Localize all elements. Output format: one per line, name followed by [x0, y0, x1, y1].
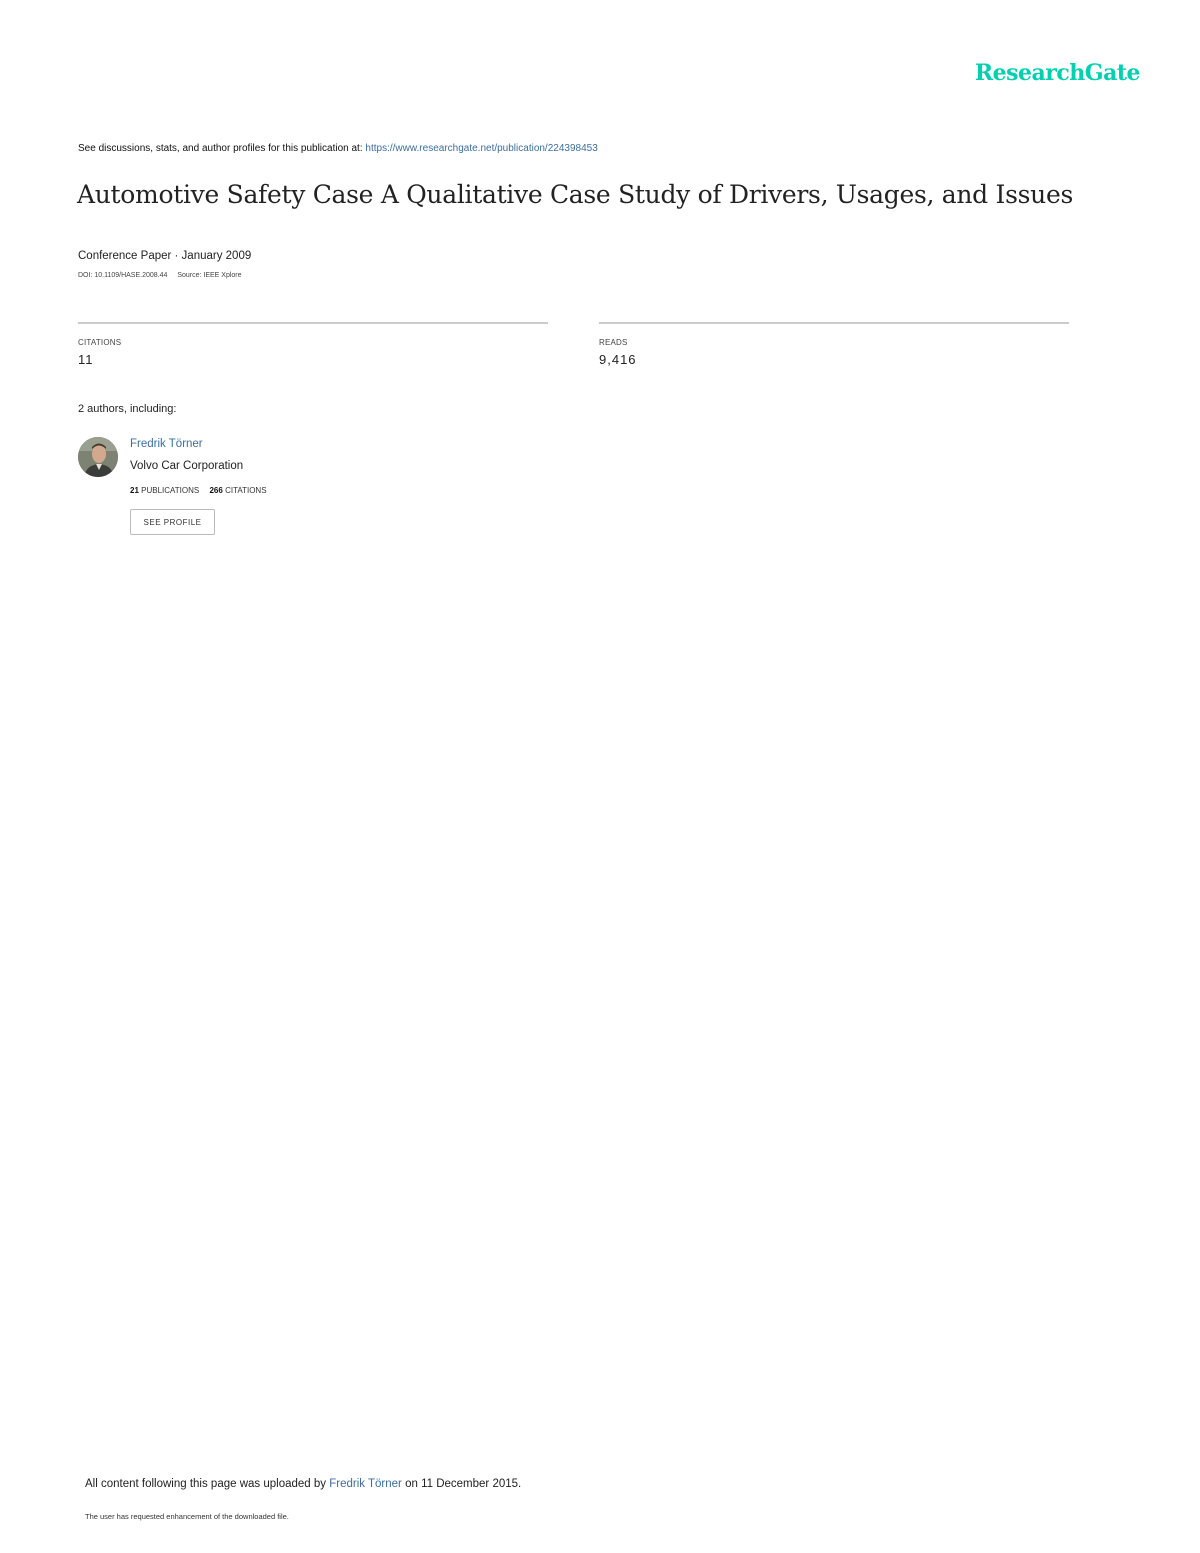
- paper-title: Automotive Safety Case A Qualitative Case Study of Drivers, Usages, and Issues: [77, 180, 1073, 209]
- reads-stat: [599, 322, 1069, 367]
- author-stats: [130, 486, 267, 495]
- reads-value: 9,416: [599, 352, 637, 367]
- publication-url-link[interactable]: https://www.researchgate.net/publication/224398453: [365, 143, 598, 154]
- upload-notice: [85, 1478, 521, 1490]
- upload-author-link[interactable]: Fredrik Törner: [329, 1478, 402, 1490]
- author-affiliation[interactable]: Volvo Car Corporation: [130, 460, 244, 472]
- author-citations-count: 266: [209, 486, 223, 495]
- person-photo-icon: [78, 437, 118, 477]
- authors-heading: 2 authors, including:: [78, 403, 177, 415]
- upload-suffix: on 11 December 2015.: [405, 1478, 522, 1490]
- citations-stat: [78, 322, 548, 367]
- upload-prefix: All content following this page was uploaded by: [85, 1478, 327, 1490]
- author-name-link[interactable]: Fredrik Törner: [130, 438, 203, 450]
- author-publications-count: 21: [130, 486, 139, 495]
- see-profile-button[interactable]: SEE PROFILE: [130, 509, 215, 535]
- citations-label: CITATIONS: [78, 338, 122, 347]
- author-avatar[interactable]: [78, 437, 118, 477]
- see-prefix-text: See discussions, stats, and author profiles for this publication at:: [78, 143, 363, 154]
- citations-value: 11: [78, 352, 94, 367]
- discussion-link-line: [78, 143, 598, 154]
- enhancement-note: The user has requested enhancement of the downloaded file.: [85, 1512, 289, 1521]
- author-publications-label: PUBLICATIONS: [141, 486, 200, 495]
- researchgate-logo[interactable]: ResearchGate: [974, 60, 1140, 86]
- author-citations-label: CITATIONS: [225, 486, 267, 495]
- paper-type-date: Conference Paper · January 2009: [78, 250, 252, 262]
- source-text: Source: IEEE Xplore: [177, 272, 242, 279]
- doi-text[interactable]: DOI: 10.1109/HASE.2008.44: [78, 272, 168, 279]
- reads-label: READS: [599, 338, 628, 347]
- doi-source-line: [78, 272, 242, 279]
